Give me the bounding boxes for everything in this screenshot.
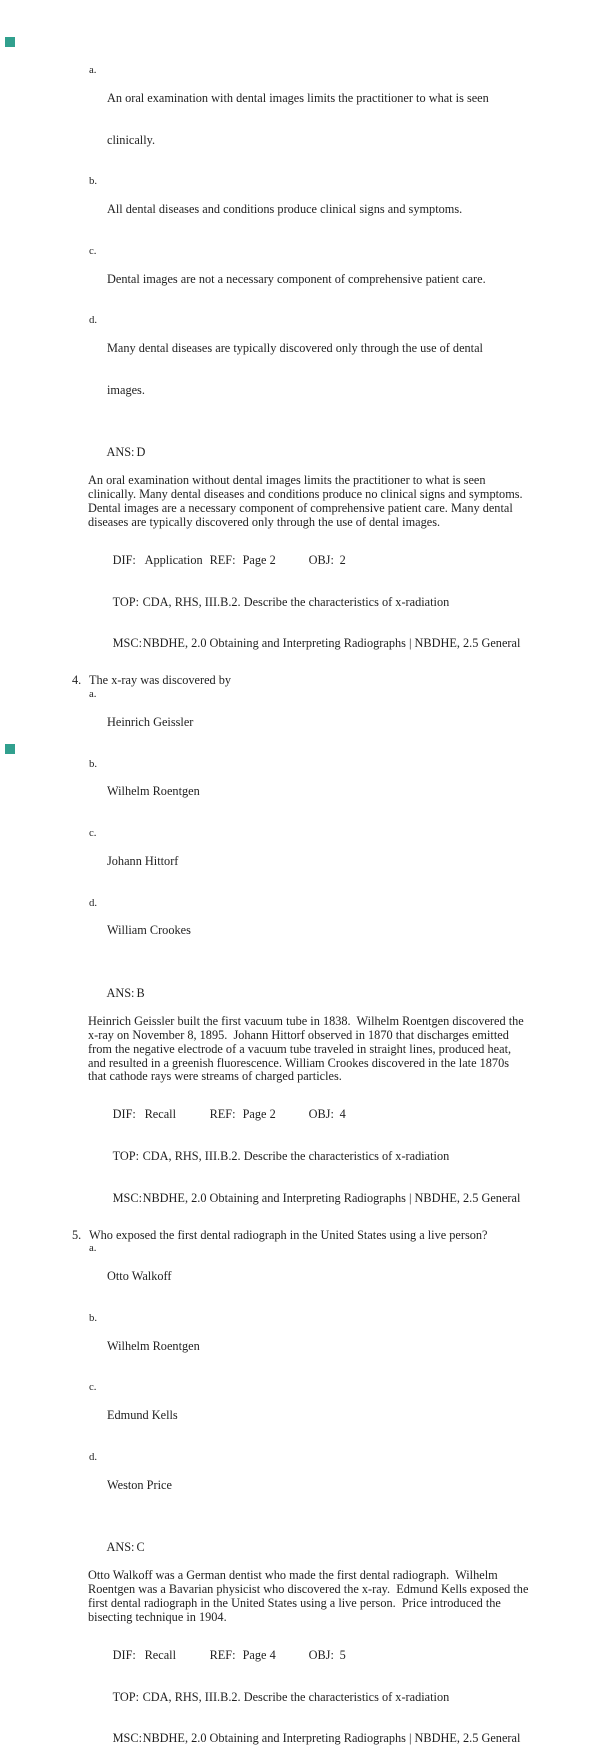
question-number: 4. [72, 674, 89, 688]
answer-line [88, 973, 600, 1015]
answer-explanation [88, 1015, 600, 1085]
top-value: CDA, RHS, III.B.2. Describe the characteristics of x-radiation [143, 1690, 450, 1704]
option-c [89, 1381, 600, 1451]
option-c [89, 245, 600, 315]
obj-value: 2 [340, 553, 346, 567]
option-text-line: images. [107, 384, 483, 398]
option-text-line: Many dental diseases are typically discovered only through the use of dental [107, 342, 483, 356]
option-d [89, 897, 600, 967]
dif-label: DIF: [113, 1649, 145, 1663]
option-text [107, 1312, 200, 1382]
ref-label: REF: [210, 554, 243, 568]
answer-line [88, 1528, 600, 1570]
question-block-5 [72, 1229, 600, 1760]
option-text-line: Heinrich Geissler [107, 716, 193, 730]
question-line [72, 674, 600, 688]
obj-value: 4 [340, 1107, 346, 1121]
option-a [89, 688, 600, 758]
msc-value: NBDHE, 2.0 Obtaining and Interpreting Radiographs | NBDHE, 2.5 General [143, 1731, 521, 1745]
answer-value: C [136, 1540, 144, 1554]
option-d [89, 314, 600, 425]
msc-label: MSC: [113, 637, 143, 651]
explanation-line: from the negative electrode of a vacuum tube traveled in straight lines, produced heat, [88, 1043, 600, 1057]
option-letter: b. [89, 175, 107, 245]
top-value: CDA, RHS, III.B.2. Describe the characteristics of x-radiation [143, 1149, 450, 1163]
obj-value: 5 [340, 1648, 346, 1662]
ref-value: Page 4 [243, 1649, 309, 1663]
option-text-line: Weston Price [107, 1479, 172, 1493]
meta-row-dif [88, 1094, 600, 1136]
msc-label: MSC: [113, 1732, 143, 1746]
option-b [89, 1312, 600, 1382]
answer-explanation [88, 474, 600, 530]
option-text [107, 827, 178, 897]
answer-label: ANS: [106, 1541, 136, 1555]
explanation-line: Roentgen was a Bavarian physicist who discovered the x-ray. Edmund Kells exposed the [88, 1583, 600, 1597]
annotation-marker-top [5, 37, 15, 47]
meta-row-msc [88, 1178, 600, 1220]
top-label: TOP: [113, 596, 143, 610]
ref-label: REF: [210, 1649, 243, 1663]
ref-value: Page 2 [243, 554, 309, 568]
document-page [0, 0, 600, 776]
ref-value: Page 2 [243, 1108, 309, 1122]
meta-row-dif [88, 540, 600, 582]
option-letter: b. [89, 758, 107, 828]
option-text [107, 175, 462, 245]
obj-label: OBJ: [309, 1649, 340, 1663]
explanation-line: Heinrich Geissler built the first vacuum tube in 1838. Wilhelm Roentgen discovered the [88, 1015, 600, 1029]
dif-value: Recall [145, 1108, 210, 1122]
option-text [107, 758, 200, 828]
meta-row-msc [88, 1718, 600, 1760]
question-meta [88, 1635, 600, 1760]
option-text-line: William Crookes [107, 924, 191, 938]
explanation-line: An oral examination without dental images limits the practitioner to what is seen [88, 474, 600, 488]
option-a [89, 64, 600, 175]
answer-line [88, 433, 600, 475]
msc-label: MSC: [113, 1192, 143, 1206]
option-text [107, 897, 191, 967]
option-text [107, 245, 486, 315]
question-meta [88, 540, 600, 665]
option-letter: d. [89, 897, 107, 967]
question-block-3 [72, 64, 600, 665]
dif-label: DIF: [113, 1108, 145, 1122]
answer-label: ANS: [106, 987, 136, 1001]
ref-label: REF: [210, 1108, 243, 1122]
option-letter: b. [89, 1312, 107, 1382]
option-letter: d. [89, 314, 107, 425]
meta-row-top [88, 582, 600, 624]
explanation-line: Otto Walkoff was a German dentist who made the first dental radiograph. Wilhelm [88, 1569, 600, 1583]
msc-value: NBDHE, 2.0 Obtaining and Interpreting Radiographs | NBDHE, 2.5 General [143, 636, 521, 650]
option-list [89, 64, 600, 426]
option-list [89, 1242, 600, 1520]
option-text [107, 64, 489, 175]
option-text-line: Edmund Kells [107, 1409, 178, 1423]
answer-value: B [136, 986, 144, 1000]
option-text-line: Dental images are not a necessary component of comprehensive patient care. [107, 273, 486, 287]
option-list [89, 688, 600, 966]
obj-label: OBJ: [309, 1108, 340, 1122]
meta-row-top [88, 1677, 600, 1719]
option-text-line: Otto Walkoff [107, 1270, 171, 1284]
explanation-line: clinically. Many dental diseases and conditions produce no clinical signs and symptoms. [88, 488, 600, 502]
msc-value: NBDHE, 2.0 Obtaining and Interpreting Radiographs | NBDHE, 2.5 General [143, 1191, 521, 1205]
option-letter: d. [89, 1451, 107, 1521]
option-text-line: clinically. [107, 134, 489, 148]
meta-row-dif [88, 1635, 600, 1677]
option-text [107, 1451, 172, 1521]
option-letter: c. [89, 245, 107, 315]
meta-row-top [88, 1136, 600, 1178]
dif-value: Application [145, 554, 210, 568]
option-d [89, 1451, 600, 1521]
explanation-line: and resulted in a greenish fluorescence. William Crookes discovered in the late 1870s [88, 1057, 600, 1071]
option-text-line: Johann Hittorf [107, 855, 178, 869]
answer-label: ANS: [106, 446, 136, 460]
option-text [107, 1242, 171, 1312]
option-text-line: All dental diseases and conditions produce clinical signs and symptoms. [107, 203, 462, 217]
explanation-line: x-ray on November 8, 1895. Johann Hittorf observed in 1870 that discharges emitted [88, 1029, 600, 1043]
option-text-line: Wilhelm Roentgen [107, 785, 200, 799]
option-text-line: Wilhelm Roentgen [107, 1340, 200, 1354]
top-label: TOP: [113, 1150, 143, 1164]
meta-row-msc [88, 623, 600, 665]
option-text [107, 688, 193, 758]
option-letter: a. [89, 1242, 107, 1312]
explanation-line: Dental images are a necessary component of comprehensive patient care. Many dental [88, 502, 600, 516]
option-text [107, 1381, 178, 1451]
option-text [107, 314, 483, 425]
explanation-line: that cathode rays were streams of charged particles. [88, 1070, 600, 1084]
top-value: CDA, RHS, III.B.2. Describe the characteristics of x-radiation [143, 595, 450, 609]
option-b [89, 758, 600, 828]
option-a [89, 1242, 600, 1312]
dif-label: DIF: [113, 554, 145, 568]
question-block-4 [72, 674, 600, 1219]
question-line [72, 1229, 600, 1243]
option-letter: c. [89, 827, 107, 897]
top-label: TOP: [113, 1691, 143, 1705]
option-text-line: An oral examination with dental images limits the practitioner to what is seen [107, 92, 489, 106]
option-letter: a. [89, 688, 107, 758]
question-text: Who exposed the first dental radiograph in the United States using a live person? [89, 1229, 488, 1243]
question-meta [88, 1094, 600, 1219]
obj-label: OBJ: [309, 554, 340, 568]
option-b [89, 175, 600, 245]
annotation-marker-bottom [5, 744, 15, 754]
option-letter: a. [89, 64, 107, 175]
dif-value: Recall [145, 1649, 210, 1663]
answer-explanation [88, 1569, 600, 1625]
option-letter: c. [89, 1381, 107, 1451]
question-text: The x-ray was discovered by [89, 674, 231, 688]
explanation-line: first dental radiograph in the United States using a live person. Price introduced the [88, 1597, 600, 1611]
explanation-line: bisecting technique in 1904. [88, 1611, 600, 1625]
option-c [89, 827, 600, 897]
question-number: 5. [72, 1229, 89, 1243]
explanation-line: diseases are typically discovered only through the use of dental images. [88, 516, 600, 530]
answer-value: D [136, 445, 145, 459]
